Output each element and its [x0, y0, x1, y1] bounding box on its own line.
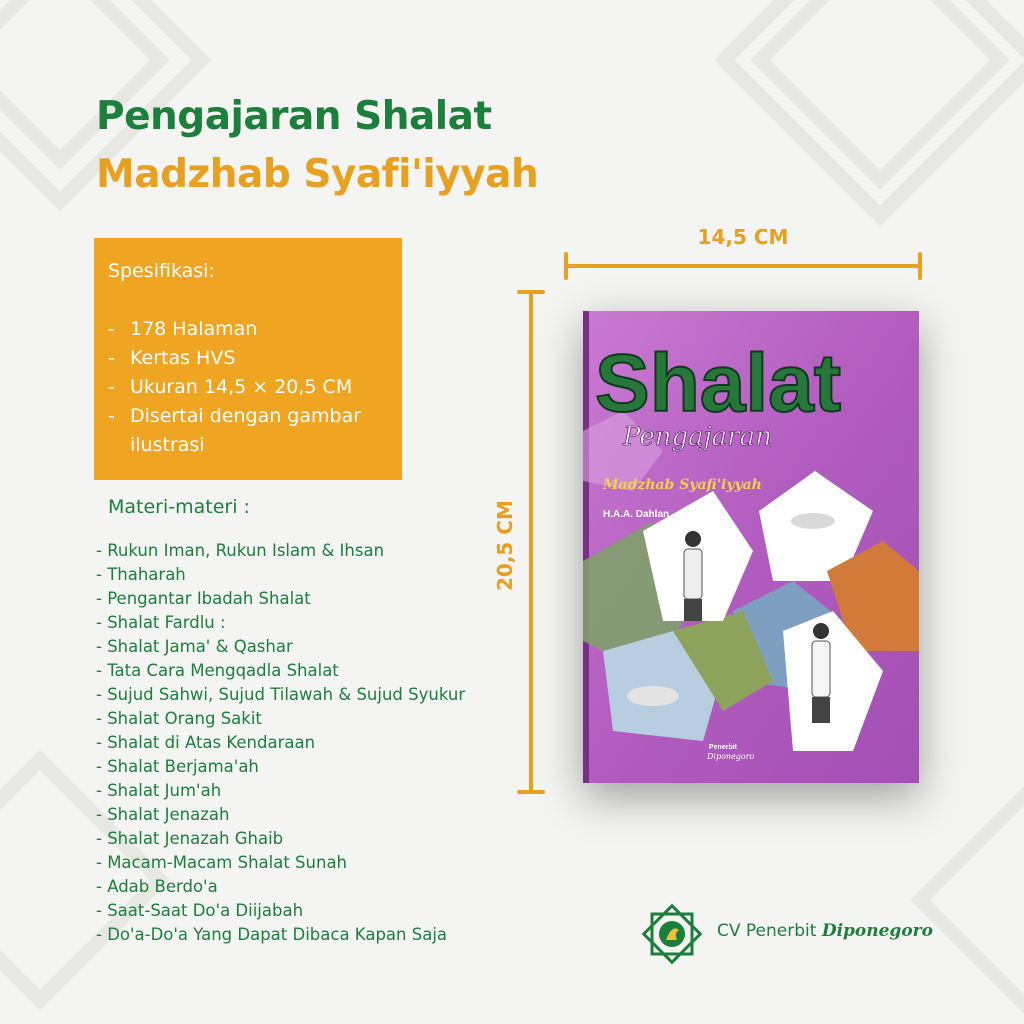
materi-item: - Shalat Orang Sakit [96, 709, 262, 728]
materi-item: - Thaharah [96, 565, 186, 584]
materi-heading: Materi-materi : [108, 496, 250, 518]
specification-box [94, 238, 402, 480]
materi-item: - Sujud Sahwi, Sujud Tilawah & Sujud Syukur [96, 685, 466, 704]
materi-item: - Pengantar Ibadah Shalat [96, 589, 311, 608]
cover-publisher-label: Penerbit [709, 744, 738, 751]
materi-item: - Shalat Jenazah [96, 805, 230, 824]
materi-item: - Shalat Jenazah Ghaib [96, 829, 284, 848]
spec-item: - 178 Halaman [108, 318, 258, 340]
materi-item: - Tata Cara Mengqadla Shalat [96, 661, 339, 680]
height-dimension-label: 20,5 CM [493, 500, 517, 591]
page-title: Pengajaran Shalat [96, 94, 492, 139]
materi-item: - Saat-Saat Do'a Diijabah [96, 901, 304, 920]
spec-item: - Kertas HVS [108, 347, 236, 369]
spec-list [108, 315, 388, 460]
materi-item: - Macam-Macam Shalat Sunah [96, 853, 348, 872]
cover-madzhab: Madzhab Syafi'iyyah [603, 477, 762, 493]
book-cover [583, 311, 919, 783]
materi-item: - Shalat Jum'ah [96, 781, 222, 800]
materi-item: - Shalat Berjama'ah [96, 757, 259, 776]
diponegoro-star-logo-icon [638, 900, 706, 968]
spec-item: - Disertai dengan gambar ilustrasi [108, 405, 362, 456]
materi-item: - Rukun Iman, Rukun Islam & Ihsan [96, 541, 385, 560]
materi-item: - Shalat Fardlu : [96, 613, 226, 632]
cover-subtitle: Pengajaran [623, 422, 772, 452]
materi-list [96, 539, 465, 947]
spec-heading: Spesifikasi: [108, 260, 215, 282]
cover-author: H.A.A. Dahlan [603, 509, 670, 520]
materi-item: - Do'a-Do'a Yang Dapat Dibaca Kapan Saja [96, 925, 448, 944]
materi-item: - Adab Berdo'a [96, 877, 218, 896]
materi-item: - Shalat di Atas Kendaraan [96, 733, 316, 752]
cover-publisher-name: Diponegoro [707, 752, 755, 761]
publisher-name: CV Penerbit Diponegoro [717, 921, 933, 941]
materi-item: - Shalat Jama' & Qashar [96, 637, 293, 656]
cover-title: Shalat [595, 338, 842, 429]
page-subtitle: Madzhab Syafi'iyyah [96, 152, 539, 197]
width-dimension-label: 14,5 CM [697, 225, 789, 249]
spec-item: - Ukuran 14,5 × 20,5 CM [108, 376, 353, 398]
